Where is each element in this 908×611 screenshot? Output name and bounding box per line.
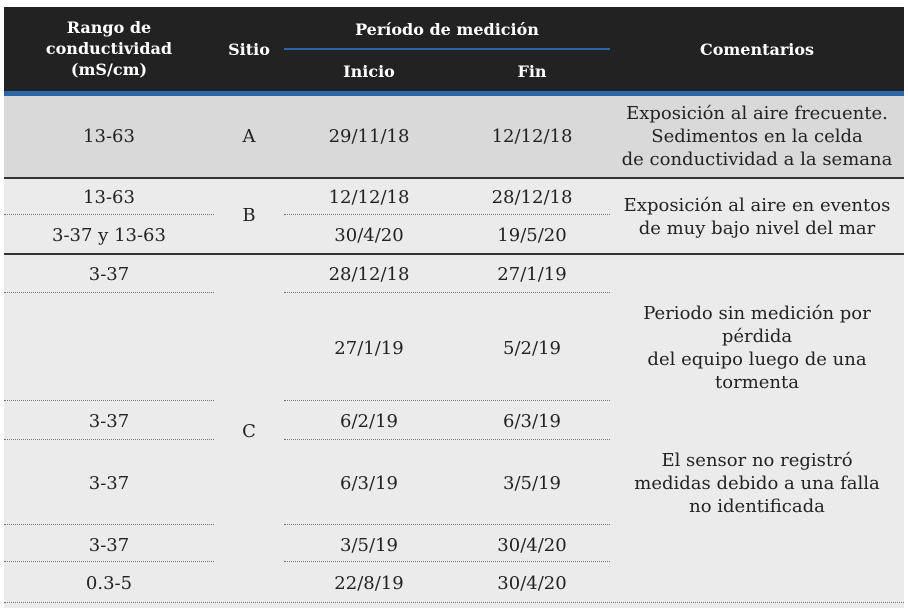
header-comments: Comentarios <box>699 40 815 59</box>
site-a-label: A <box>242 126 256 147</box>
site-b-label: B <box>242 205 256 226</box>
row-2-start: 12/12/18 <box>328 187 410 208</box>
row-5-end: 5/2/19 <box>503 338 561 359</box>
row-7-range: 3-37 <box>88 473 130 494</box>
separator-b-c <box>4 253 904 255</box>
comment-c2-line-3: no identificada <box>689 496 825 517</box>
dotted-row-8 <box>4 561 214 562</box>
row-3-end: 19/5/20 <box>497 225 567 246</box>
row-6-end: 6/3/19 <box>503 411 561 432</box>
row-9-range: 0.3-5 <box>85 573 133 594</box>
header-end: Fin <box>517 62 547 81</box>
header-start: Inicio <box>343 62 395 81</box>
dotted-row-5-dates <box>284 400 610 401</box>
comment-a <box>610 102 904 171</box>
comment-b-line-1: Exposición al aire en eventos <box>623 195 891 216</box>
header-period-underline <box>284 48 610 50</box>
row-9-end: 30/4/20 <box>497 573 567 594</box>
row-6-start: 6/2/19 <box>340 411 398 432</box>
row-2-end: 28/12/18 <box>491 187 573 208</box>
comment-c2-line-1: El sensor no registró <box>661 450 853 471</box>
row-1-range: 13-63 <box>83 126 135 147</box>
row-9-start: 22/8/19 <box>334 573 404 594</box>
table-header <box>4 7 904 91</box>
comment-a-line-1: Exposición al aire frecuente. <box>626 103 888 124</box>
comment-c1 <box>610 302 904 394</box>
comment-b-line-2: de muy bajo nivel del mar <box>638 218 876 239</box>
row-4-range: 3-37 <box>88 264 130 285</box>
row-1-end: 12/12/18 <box>491 126 573 147</box>
header-range-line-1: Rango de <box>66 18 152 37</box>
comment-a-line-3: de conductividad a la semana <box>621 149 893 170</box>
row-8-range: 3-37 <box>88 535 130 556</box>
header-range-line-3: (mS/cm) <box>70 60 148 79</box>
dotted-row-6 <box>4 439 214 440</box>
dotted-row-2 <box>4 214 214 215</box>
row-7-start: 6/3/19 <box>340 473 398 494</box>
separator-a-b <box>4 177 904 179</box>
header-site: Sitio <box>228 40 270 59</box>
header-range-line-2: conductividad <box>45 39 173 58</box>
row-2-range: 13-63 <box>83 187 135 208</box>
comment-c2 <box>610 449 904 518</box>
dotted-row-8-dates <box>284 561 610 562</box>
row-8-start: 3/5/19 <box>340 535 398 556</box>
row-3-start: 30/4/20 <box>334 225 404 246</box>
comment-b <box>610 194 904 240</box>
comment-c1-line-4: tormenta <box>715 372 799 393</box>
dotted-row-5 <box>4 400 214 401</box>
dotted-row-2-dates <box>284 214 610 215</box>
dotted-row-7 <box>4 524 214 525</box>
row-8-end: 30/4/20 <box>497 535 567 556</box>
comment-c1-line-1: Periodo sin medición por <box>643 303 871 324</box>
comment-c1-line-2: pérdida <box>721 326 793 347</box>
row-5-start: 27/1/19 <box>334 338 404 359</box>
header-range <box>4 17 214 80</box>
row-6-range: 3-37 <box>88 411 130 432</box>
dotted-row-4-dates <box>284 292 610 293</box>
dotted-row-4 <box>4 292 214 293</box>
row-7-end: 3/5/19 <box>503 473 561 494</box>
dotted-row-7-dates <box>284 524 610 525</box>
comment-c1-line-3: del equipo luego de una <box>647 349 867 370</box>
row-3-range: 3-37 y 13-63 <box>52 225 166 246</box>
site-c-label: C <box>242 421 256 442</box>
dotted-row-6-dates <box>284 439 610 440</box>
comment-a-line-2: Sedimentos en la celda <box>651 126 863 147</box>
row-4-start: 28/12/18 <box>328 264 410 285</box>
dotted-row-9 <box>4 602 904 603</box>
header-period: Período de medición <box>355 20 539 39</box>
row-1-start: 29/11/18 <box>328 126 410 147</box>
comment-c2-line-2: medidas debido a una falla <box>634 473 880 494</box>
row-4-end: 27/1/19 <box>497 264 567 285</box>
